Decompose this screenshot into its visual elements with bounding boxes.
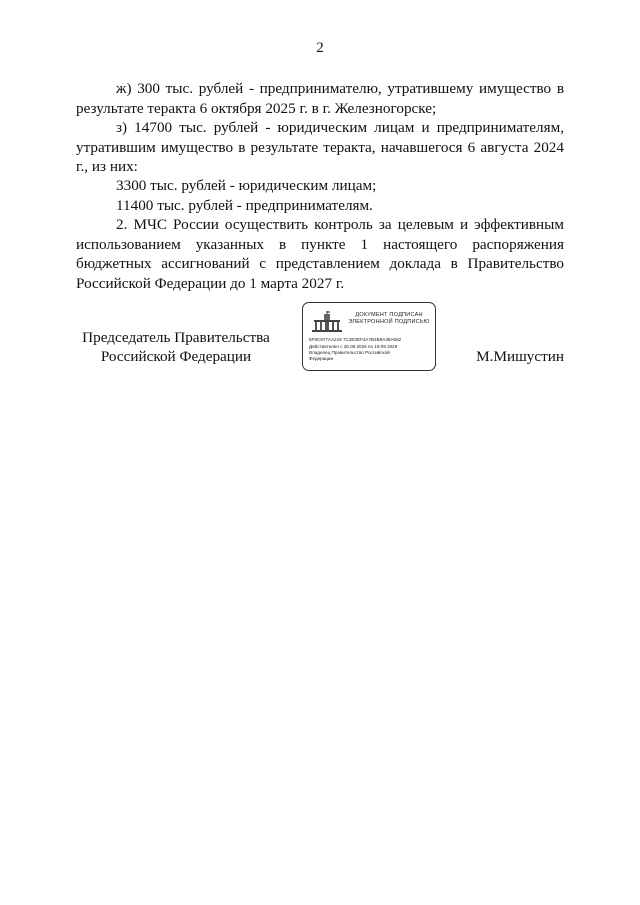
stamp-owner-line1: Владелец Правительство Российской [309, 350, 390, 355]
paragraph-subitem-legal-entities: 3300 тыс. рублей - юридическим лицам; [116, 177, 377, 194]
stamp-owner-line2: Федерации [309, 356, 334, 361]
stamp-certificate-number: 5F9C877AA219 7C2E0EF4A7B4B9A38A682 [309, 337, 402, 342]
paragraph-item-z: з) 14700 тыс. рублей - юридическим лицам и предпринимателям, утратившим имущество в результате теракта, начавшегося 6 августа 2024 г., из них: [76, 119, 564, 176]
paragraph-item-zh: ж) 300 тыс. рублей - предпринимателю, утратившему имущество в результате теракта 6 октября 2025 г. в г. Железногорске; [76, 80, 564, 117]
signatory-position-line2: Российской Федерации [100, 348, 252, 365]
signatory-name: М.Мишустин [476, 348, 564, 365]
stamp-validity: Действителен с 26.08.2026 по 19.09.2026 [309, 344, 398, 349]
government-building-emblem-icon [311, 311, 343, 333]
page-number: 2 [316, 40, 324, 56]
electronic-signature-stamp [302, 302, 436, 371]
signatory-position-line1: Председатель Правительства [82, 329, 270, 346]
stamp-title [345, 312, 433, 326]
stamp-title-line2: ЭЛЕКТРОННОЙ ПОДПИСЬЮ [348, 319, 430, 325]
signatory-position [76, 328, 276, 366]
paragraph-subitem-entrepreneurs: 11400 тыс. рублей - предпринимателям. [116, 197, 373, 214]
paragraph-item-2: 2. МЧС России осуществить контроль за целевым и эффективным использованием указанных в пункте 1 настоящего распоряжения бюджетных ассигнований с представлением доклада в Правительство Российской Федерации до 1 марта 2027 г. [76, 216, 564, 292]
stamp-title-line1: ДОКУМЕНТ ПОДПИСАН [355, 312, 423, 318]
